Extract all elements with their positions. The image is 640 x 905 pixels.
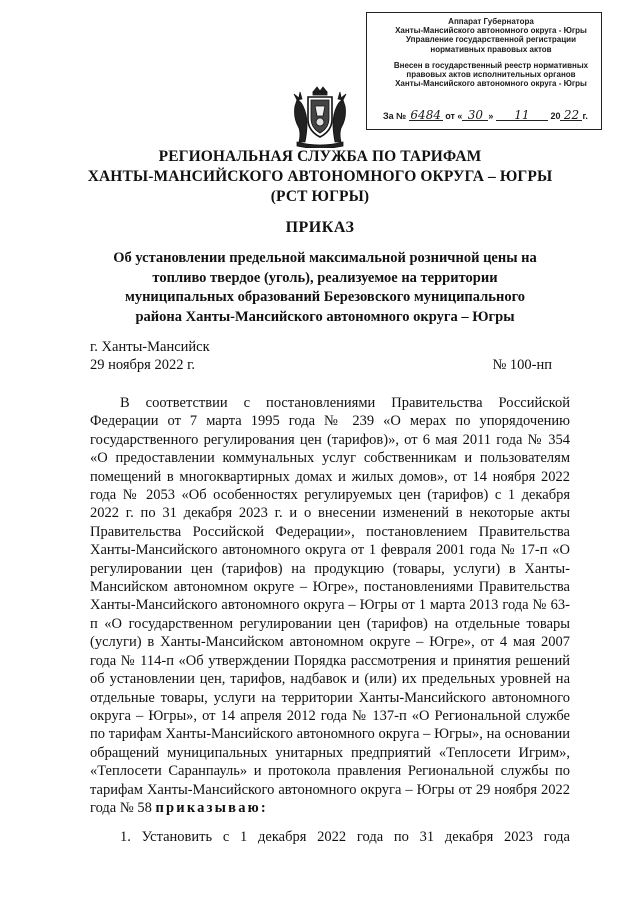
order-item-1: 1. Установить с 1 декабря 2022 года по 31 декабря 2023 года [120,829,570,845]
reg-year: 22 [560,111,582,121]
reg-prefix: За № [383,110,407,121]
reg-number: 6484 [410,107,441,122]
stamp-line: правовых актов исполнительных органов [406,70,576,80]
registration-stamp [366,12,602,130]
header-line: РЕГИОНАЛЬНАЯ СЛУЖБА ПО ТАРИФАМ [158,148,482,165]
stamp-authority [387,17,595,54]
subject-line: муниципальных образований Березовского муниципального [124,289,526,305]
stamp-line: Ханты-Мансийского автономного округа - Югры [395,79,587,89]
order-word: приказываю: [155,799,268,816]
stamp-line: Ханты-Мансийского автономного округа - Югры [395,26,587,36]
document-place: г. Ханты-Мансийск [90,339,210,355]
document-type-title: ПРИКАЗ [285,219,355,236]
stamp-line: Аппарат Губернатора [448,17,534,26]
stamp-line: нормативных правовых актов [430,44,552,54]
subject-line: топливо твердое (уголь), реализуемое на территории [152,269,498,286]
document-subject [90,249,560,327]
stamp-register-note [387,61,595,89]
reg-month: 11 [496,111,548,121]
header-line: ХАНТЫ-МАНСИЙСКОГО АВТОНОМНОГО ОКРУГА – ЮГРЫ [87,168,553,185]
coat-of-arms-icon [291,86,349,148]
preamble-text: В соответствии с постановлениями Правительства Российской Федерации от 7 марта 1995 года № 239 «О мерах по упорядочению государственного регулирования цен (тарифов)», от 6 мая 2011 года № 354 «О предоставлении коммунальных услуг собственникам и пользователям помещений в многоквартирных домах и жилых домов», от 14 ноября 2022 года № 2053 «Об особенностях регулируемых цен (тарифов) с 1 декабря 2022 г. по 31 декабря 2023 г. и о внесении изменений в некоторые акты Правительства Российской Федерации», постановлением Правительства Ханты-Мансийского автономного округа от 1 февраля 2001 года № 17-п «О регулировании цен (тарифов) на продукцию (товары, услуги) в Ханты-Мансийском автономном округе – Югре», постановлениями Правительства Ханты-Мансийского автономного округа – Югры от 1 марта 2013 года № 63-п «О государственном регулировании цен (тарифов) на отдельные товары (услуги) в Ханты-Мансийском автономном округе – Югре», от 4 мая 2007 года № 114-п «Об утверждении Порядка рассмотрения и принятия решений об установлении цен, тарифов, надбавок и (или) их предельных уровней на отдельные товары, услуги на территории Ханты-Мансийского автономного округа – Югры», от 14 апреля 2012 года № 137-п «О Региональной службе по тарифам Ханты-Мансийского автономного округа – Югры», на основании обращений муниципальных унитарных предприятий «Теплосети Игрим», «Теплосети Саранпауль» и протокола правления Региональной службы по тарифам Ханты-Мансийского автономного округа – Югры от 29 ноября 2022 года № 58 [90,395,570,816]
document-date: 29 ноября 2022 г. [90,357,196,373]
header-line: (РСТ ЮГРЫ) [270,188,370,205]
reg-from-label: от « [445,110,463,121]
subject-line: Об установлении предельной максимальной розничной цены на [113,250,537,266]
subject-line: района Ханты-Мансийского автономного округа – Югры [135,308,515,325]
reg-year-prefix: 20 [550,110,561,121]
reg-year-end: г. [582,110,588,121]
document-number: № 100-нп [492,357,552,373]
reg-day: 30 [462,111,488,121]
organization-header [0,147,640,207]
reg-day-close: » [488,110,494,121]
stamp-registration-row [383,107,597,122]
preamble-paragraph [90,394,570,817]
stamp-line: Внесен в государственный реестр нормативных [393,60,589,70]
stamp-line: Управление государственной регистрации [406,35,576,45]
